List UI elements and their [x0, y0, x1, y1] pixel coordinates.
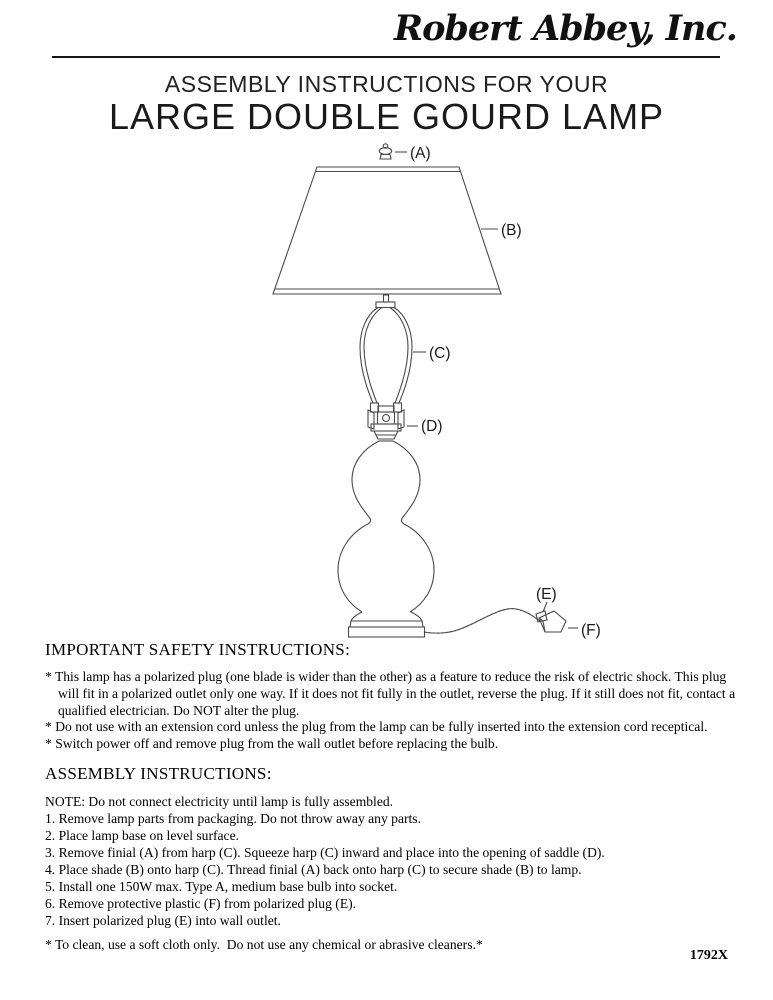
sheet-title: LARGE DOUBLE GOURD LAMP	[108, 96, 665, 137]
assembly-step: 7. Insert polarized plug (E) into wall outlet.	[45, 913, 281, 928]
lamp-body-drawing	[338, 441, 434, 637]
label-f: (F)	[581, 622, 601, 639]
model-number: 1792X	[689, 948, 728, 963]
plug-drawing	[536, 611, 566, 632]
label-a: (A)	[410, 145, 431, 162]
assembly-step: 5. Install one 150W max. Type A, medium base bulb into socket.	[45, 879, 398, 894]
safety-section	[45, 640, 750, 753]
sheet-subtitle: ASSEMBLY INSTRUCTIONS FOR YOUR	[164, 71, 609, 97]
assembly-step: 3. Remove finial (A) from harp (C). Squeeze harp (C) inward and place into the opening of saddle (D).	[45, 845, 605, 860]
label-d: (D)	[421, 418, 443, 435]
care-note: * To clean, use a soft cloth only. Do not use any chemical or abrasive cleaners.*	[45, 937, 483, 952]
safety-item: * Do not use with an extension cord unless the plug from the lamp can be fully inserted into the extension cord receptical.	[45, 719, 708, 735]
safety-heading: IMPORTANT SAFETY INSTRUCTIONS:	[45, 640, 351, 659]
harp-drawing	[360, 295, 412, 412]
saddle-drawing	[368, 406, 404, 439]
label-c: (C)	[429, 345, 451, 362]
label-e: (E)	[536, 586, 557, 603]
assembly-note: NOTE: Do not connect electricity until lamp is fully assembled.	[45, 794, 394, 809]
label-b: (B)	[501, 222, 522, 239]
assembly-heading: ASSEMBLY INSTRUCTIONS:	[45, 764, 272, 783]
assembly-step: 6. Remove protective plastic (F) from polarized plug (E).	[45, 896, 357, 911]
assembly-step: 1. Remove lamp parts from packaging. Do not throw away any parts.	[45, 811, 421, 826]
cord-drawing	[424, 609, 540, 634]
assembly-section	[45, 764, 750, 929]
shade-drawing	[273, 167, 501, 294]
assembly-step: 2. Place lamp base on level surface.	[45, 828, 240, 843]
safety-item: * This lamp has a polarized plug (one blade is wider than the other) as a feature to reduce the risk of electric shock. This plug will fit in a polarized outlet only one way. If it does not fit fully in the outlet, reverse the plug. If it still does not fit, contact a qualified electrician. Do NOT alter the plug.	[45, 669, 736, 718]
safety-item: * Switch power off and remove plug from the wall outlet before replacing the bulb.	[45, 736, 499, 752]
company-logo: Robert Abbey, Inc.	[393, 8, 737, 49]
assembly-step: 4. Place shade (B) onto harp (C). Thread finial (A) back onto harp (C) to secure shade (B) to lamp.	[45, 862, 582, 877]
finial-drawing	[379, 144, 391, 159]
